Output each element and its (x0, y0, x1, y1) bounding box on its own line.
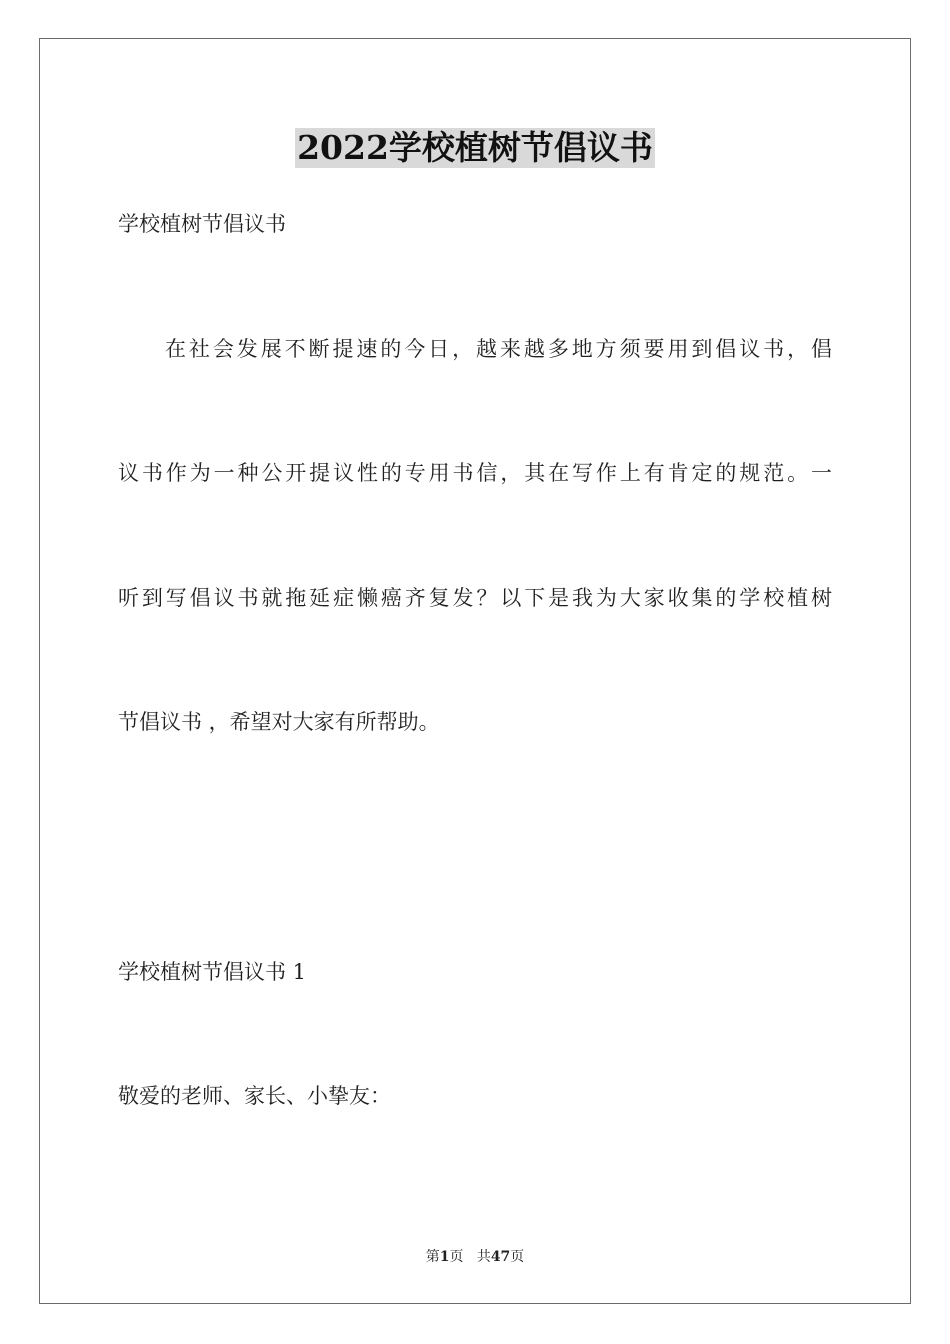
salutation: 敬爱的老师、家长、小挚友： (118, 1084, 391, 1108)
footer-total-pages: 47 (490, 1249, 511, 1265)
footer-page-number: 1 (439, 1249, 450, 1265)
section-heading: 学校植树节倡议书 1 (118, 960, 307, 984)
intro-line-4: 节倡议书 ，希望对大家有所帮助。 (118, 710, 440, 734)
intro-line-2: 议书作为一种公开提议性的专用书信，其在写作上有肯定的规范。一 (118, 461, 832, 485)
title-wrap (0, 128, 950, 168)
footer-total-prefix: 共 (476, 1249, 491, 1265)
footer-page-suffix: 页 (449, 1249, 464, 1265)
page-footer (0, 1248, 950, 1266)
document-title: 2022学校植树节倡议书 (297, 128, 653, 167)
intro-line-1: 在社会发展不断提速的今日，越来越多地方须要用到倡议书，倡 (165, 337, 832, 361)
document-subtitle: 学校植树节倡议书 (118, 212, 286, 236)
intro-line-3: 听到写倡议书就拖延症懒癌齐复发？以下是我为大家收集的学校植树 (118, 586, 832, 610)
footer-total-suffix: 页 (510, 1249, 525, 1265)
footer-page-prefix: 第 (425, 1249, 440, 1265)
